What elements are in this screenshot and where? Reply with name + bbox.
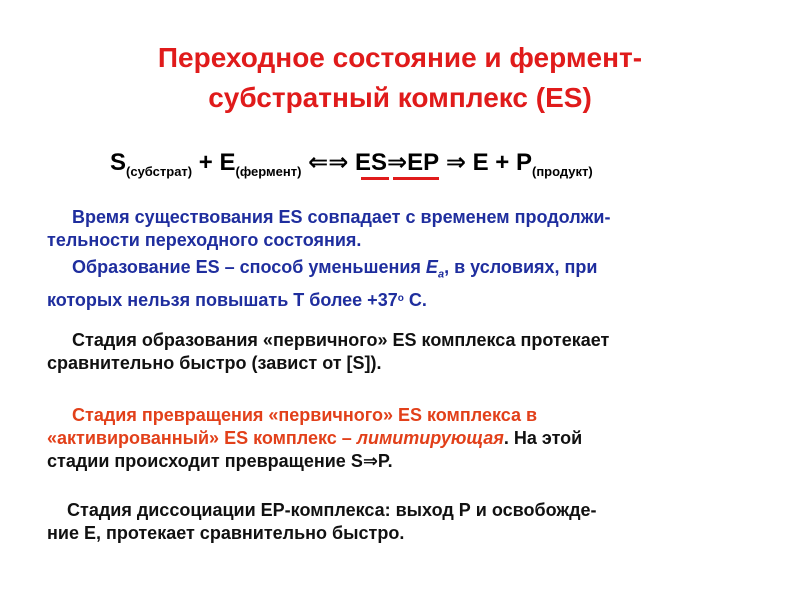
p3-line-2: сравнительно быстро (завист от [S]).	[47, 353, 382, 373]
p3-line-1: Стадия образования «первичного» ES комплекса протекает	[72, 330, 610, 350]
eq-plus-1: +	[192, 149, 220, 176]
paragraph-dissociation-stage	[47, 499, 747, 545]
p2-degree: o	[397, 292, 404, 304]
paragraph-es-lifetime	[47, 206, 747, 252]
p2-line2-b: С.	[403, 289, 427, 310]
eq-product: P	[515, 149, 532, 176]
p4-arrow-icon: ⇒	[362, 451, 378, 471]
p2-text-b: , в условиях, при	[444, 257, 598, 277]
p4-line-2	[47, 427, 747, 450]
eq-bidirectional-arrow-icon: ⇐⇒	[301, 149, 356, 176]
slide-title	[0, 38, 800, 118]
eq-arrow-1-icon: ⇒	[387, 149, 408, 176]
eq-substrate: S	[110, 149, 127, 176]
paragraph-primary-es-stage	[47, 329, 747, 375]
p4-line-1: Стадия превращения «первичного» ES комплекса в	[72, 405, 538, 425]
eq-substrate-sub: (субстрат)	[126, 164, 193, 179]
eq-enzyme-2: E	[472, 149, 489, 176]
p4-line2-a: «активированный» ES комплекс –	[47, 428, 357, 448]
eq-plus-2: +	[488, 149, 516, 176]
p1-line-1: Время существования ES совпадает с временем продолжи-	[72, 207, 611, 227]
p5-line-1: Стадия диссоциации ЕР-комплекса: выход Р и освобожде-	[67, 500, 597, 520]
p2-ea: E	[425, 257, 438, 277]
eq-ep: EP	[407, 149, 440, 176]
reaction-equation	[110, 148, 750, 179]
p2-text-a: Образование ES – способ уменьшения	[72, 257, 426, 277]
p4-line3-b: P.	[377, 451, 393, 471]
paragraph-es-formation	[47, 256, 747, 312]
p2-line-1	[47, 256, 747, 287]
eq-arrow-2-icon: ⇒	[439, 149, 473, 176]
p2-line-2	[47, 287, 747, 312]
p2-ea-sub: a	[437, 268, 445, 281]
title-line-2: субстратный комплекс (ES)	[208, 82, 592, 113]
eq-enzyme-sub: (фермент)	[235, 164, 302, 179]
p5-line-2: ние Е, протекает сравнительно быстро.	[47, 523, 405, 543]
title-line-1: Переходное состояние и фермент-	[157, 42, 643, 73]
paragraph-activation-stage	[47, 404, 747, 473]
p4-limiting: лимитирующая	[356, 428, 504, 448]
eq-es: ES	[355, 149, 388, 176]
p4-line2-b: . На этой	[503, 428, 583, 448]
eq-enzyme: E	[219, 149, 236, 176]
eq-product-sub: (продукт)	[532, 164, 593, 179]
p1-line-2: тельности переходного состояния.	[47, 230, 362, 250]
p2-line2-a: которых нельзя повышать Т более +37	[47, 289, 398, 310]
p4-line3-a: стадии происходит превращение S	[47, 451, 363, 471]
p4-line-3	[47, 450, 747, 473]
